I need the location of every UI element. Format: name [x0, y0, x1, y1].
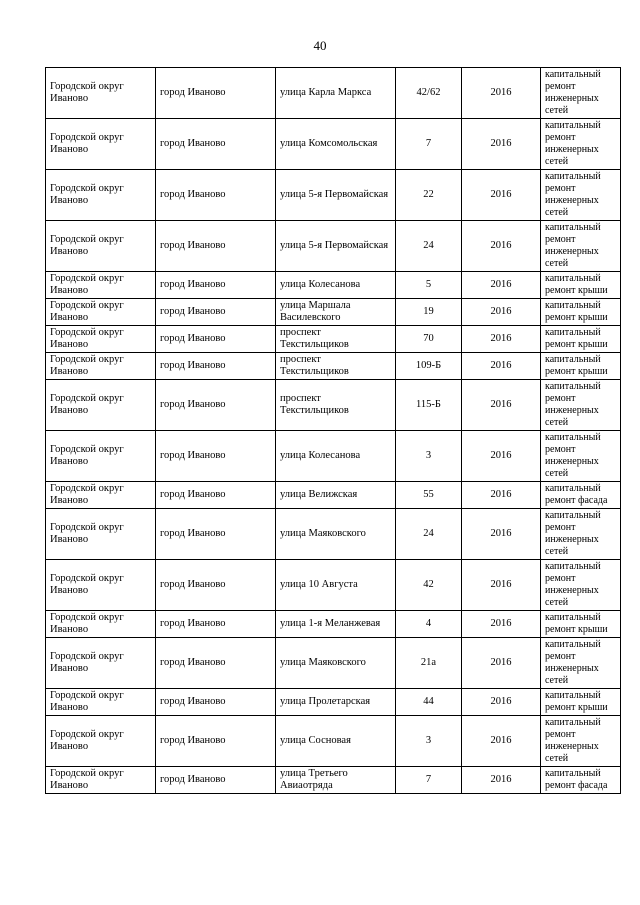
okrug-cell: Городской округ Иваново [46, 638, 156, 689]
house-number-cell: 7 [396, 119, 462, 170]
year-cell: 2016 [462, 689, 541, 716]
table-row [46, 716, 621, 767]
house-number-cell: 42/62 [396, 68, 462, 119]
city-cell: город Иваново [156, 68, 276, 119]
year-cell: 2016 [462, 509, 541, 560]
house-number-cell: 42 [396, 560, 462, 611]
okrug-cell: Городской округ Иваново [46, 716, 156, 767]
city-cell: город Иваново [156, 299, 276, 326]
work-type-cell: капитальный ремонт фасада [541, 482, 621, 509]
table-row [46, 221, 621, 272]
house-number-cell: 7 [396, 767, 462, 794]
city-cell: город Иваново [156, 638, 276, 689]
table-row [46, 509, 621, 560]
table-row [46, 767, 621, 794]
city-cell: город Иваново [156, 716, 276, 767]
table-row [46, 689, 621, 716]
work-type-cell: капитальный ремонт инженерных сетей [541, 509, 621, 560]
table-row [46, 170, 621, 221]
okrug-cell: Городской округ Иваново [46, 380, 156, 431]
work-type-cell: капитальный ремонт инженерных сетей [541, 68, 621, 119]
house-number-cell: 19 [396, 299, 462, 326]
okrug-cell: Городской округ Иваново [46, 353, 156, 380]
work-type-cell: капитальный ремонт инженерных сетей [541, 221, 621, 272]
okrug-cell: Городской округ Иваново [46, 767, 156, 794]
okrug-cell: Городской округ Иваново [46, 326, 156, 353]
table-row [46, 638, 621, 689]
house-number-cell: 3 [396, 716, 462, 767]
street-cell: улица 5-я Первомайская [276, 221, 396, 272]
street-cell: улица Маяковского [276, 638, 396, 689]
year-cell: 2016 [462, 272, 541, 299]
street-cell: улица Третьего Авиаотряда [276, 767, 396, 794]
work-type-cell: капитальный ремонт инженерных сетей [541, 119, 621, 170]
street-cell: проспект Текстильщиков [276, 326, 396, 353]
table-row [46, 326, 621, 353]
work-type-cell: капитальный ремонт крыши [541, 353, 621, 380]
year-cell: 2016 [462, 716, 541, 767]
year-cell: 2016 [462, 560, 541, 611]
okrug-cell: Городской округ Иваново [46, 170, 156, 221]
okrug-cell: Городской округ Иваново [46, 560, 156, 611]
year-cell: 2016 [462, 638, 541, 689]
table-row [46, 299, 621, 326]
work-type-cell: капитальный ремонт инженерных сетей [541, 380, 621, 431]
house-number-cell: 70 [396, 326, 462, 353]
work-type-cell: капитальный ремонт инженерных сетей [541, 170, 621, 221]
city-cell: город Иваново [156, 689, 276, 716]
house-number-cell: 44 [396, 689, 462, 716]
okrug-cell: Городской округ Иваново [46, 119, 156, 170]
table-row [46, 611, 621, 638]
street-cell: улица Пролетарская [276, 689, 396, 716]
street-cell: проспект Текстильщиков [276, 380, 396, 431]
year-cell: 2016 [462, 68, 541, 119]
city-cell: город Иваново [156, 119, 276, 170]
okrug-cell: Городской округ Иваново [46, 431, 156, 482]
city-cell: город Иваново [156, 611, 276, 638]
house-number-cell: 3 [396, 431, 462, 482]
city-cell: город Иваново [156, 221, 276, 272]
city-cell: город Иваново [156, 482, 276, 509]
okrug-cell: Городской округ Иваново [46, 299, 156, 326]
street-cell: улица 1-я Меланжевая [276, 611, 396, 638]
city-cell: город Иваново [156, 380, 276, 431]
street-cell: улица Велижская [276, 482, 396, 509]
year-cell: 2016 [462, 611, 541, 638]
table-row [46, 68, 621, 119]
city-cell: город Иваново [156, 326, 276, 353]
house-number-cell: 24 [396, 509, 462, 560]
work-type-cell: капитальный ремонт инженерных сетей [541, 560, 621, 611]
city-cell: город Иваново [156, 272, 276, 299]
street-cell: улица Колесанова [276, 272, 396, 299]
city-cell: город Иваново [156, 431, 276, 482]
city-cell: город Иваново [156, 509, 276, 560]
table-row [46, 560, 621, 611]
okrug-cell: Городской округ Иваново [46, 509, 156, 560]
table-row [46, 431, 621, 482]
work-type-cell: капитальный ремонт крыши [541, 611, 621, 638]
house-number-cell: 115-Б [396, 380, 462, 431]
okrug-cell: Городской округ Иваново [46, 68, 156, 119]
year-cell: 2016 [462, 326, 541, 353]
repair-schedule-table [45, 67, 621, 794]
year-cell: 2016 [462, 482, 541, 509]
year-cell: 2016 [462, 353, 541, 380]
street-cell: улица 5-я Первомайская [276, 170, 396, 221]
work-type-cell: капитальный ремонт инженерных сетей [541, 638, 621, 689]
house-number-cell: 109-Б [396, 353, 462, 380]
year-cell: 2016 [462, 380, 541, 431]
okrug-cell: Городской округ Иваново [46, 611, 156, 638]
year-cell: 2016 [462, 299, 541, 326]
city-cell: город Иваново [156, 767, 276, 794]
house-number-cell: 24 [396, 221, 462, 272]
page-number: 40 [313, 38, 327, 53]
street-cell: улица Маяковского [276, 509, 396, 560]
city-cell: город Иваново [156, 560, 276, 611]
work-type-cell: капитальный ремонт крыши [541, 689, 621, 716]
okrug-cell: Городской округ Иваново [46, 482, 156, 509]
work-type-cell: капитальный ремонт крыши [541, 272, 621, 299]
street-cell: улица Маршала Василевского [276, 299, 396, 326]
street-cell: улица Колесанова [276, 431, 396, 482]
street-cell: проспект Текстильщиков [276, 353, 396, 380]
okrug-cell: Городской округ Иваново [46, 689, 156, 716]
table-row [46, 380, 621, 431]
year-cell: 2016 [462, 119, 541, 170]
table-row [46, 119, 621, 170]
work-type-cell: капитальный ремонт инженерных сетей [541, 716, 621, 767]
table-row [46, 272, 621, 299]
street-cell: улица 10 Августа [276, 560, 396, 611]
street-cell: улица Комсомольская [276, 119, 396, 170]
house-number-cell: 22 [396, 170, 462, 221]
house-number-cell: 21а [396, 638, 462, 689]
table-row [46, 482, 621, 509]
work-type-cell: капитальный ремонт крыши [541, 299, 621, 326]
house-number-cell: 5 [396, 272, 462, 299]
okrug-cell: Городской округ Иваново [46, 272, 156, 299]
city-cell: город Иваново [156, 353, 276, 380]
year-cell: 2016 [462, 767, 541, 794]
year-cell: 2016 [462, 431, 541, 482]
year-cell: 2016 [462, 170, 541, 221]
house-number-cell: 55 [396, 482, 462, 509]
city-cell: город Иваново [156, 170, 276, 221]
work-type-cell: капитальный ремонт фасада [541, 767, 621, 794]
year-cell: 2016 [462, 221, 541, 272]
work-type-cell: капитальный ремонт крыши [541, 326, 621, 353]
street-cell: улица Сосновая [276, 716, 396, 767]
work-type-cell: капитальный ремонт инженерных сетей [541, 431, 621, 482]
house-number-cell: 4 [396, 611, 462, 638]
okrug-cell: Городской округ Иваново [46, 221, 156, 272]
street-cell: улица Карла Маркса [276, 68, 396, 119]
table-row [46, 353, 621, 380]
